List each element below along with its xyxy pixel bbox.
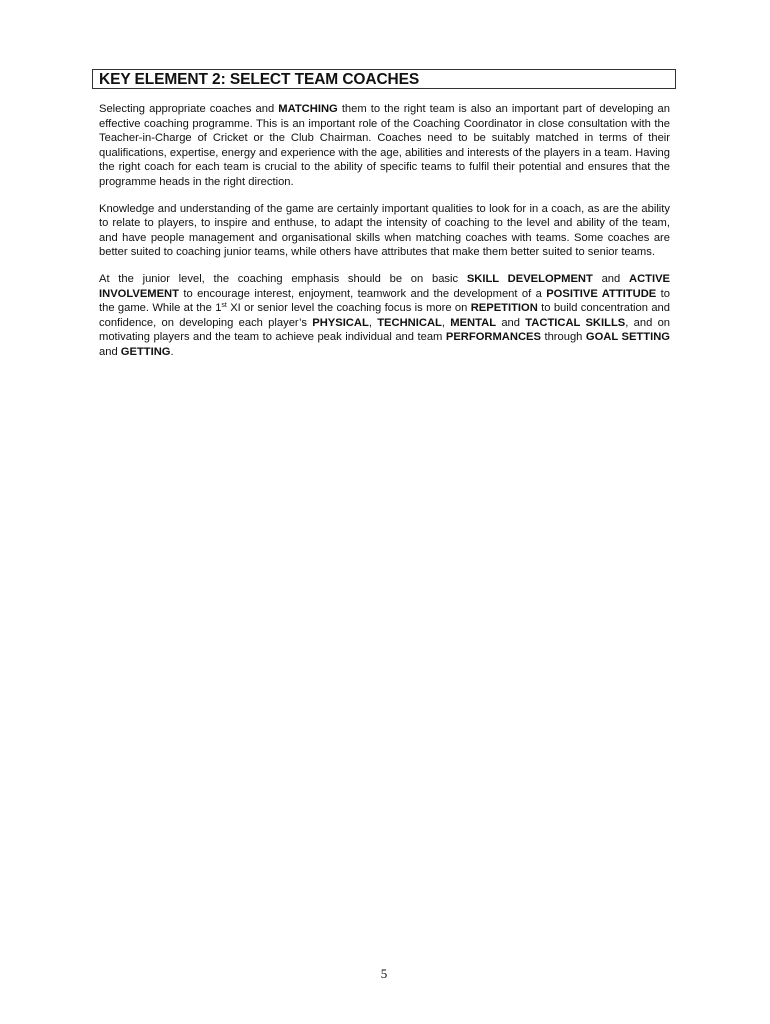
- bold-term: POSITIVE ATTITUDE: [546, 287, 657, 300]
- bold-term: MATCHING: [278, 103, 338, 115]
- body-text: [99, 102, 670, 372]
- section-heading: KEY ELEMENT 2: SELECT TEAM COACHES: [99, 71, 420, 88]
- ordinal-superscript: st: [221, 302, 227, 310]
- bold-term: PERFORMANCES: [445, 331, 541, 344]
- section-heading-box: [92, 69, 676, 89]
- bold-term: SKILL DEVELOPMENT: [466, 272, 593, 285]
- bold-term: GETTING: [120, 345, 171, 358]
- paragraph-coach-qualities: Knowledge and understanding of the game are certainly important qualities to look for in a coach, as are the ability to relate to players, to inspire and enthuse, to adapt the intensity of coaching to the level and ability of the team, and have people management and organisational skills when matching coaches with teams. Some coaches are better suited to coaching junior teams, while others have attributes that make them better suited to senior teams.: [99, 202, 670, 259]
- paragraph-select-coaches: Selecting appropriate coaches and MATCHING them to the right team is also an important part of developing an effective coaching programme. This is an important role of the Coaching Coordinator in close consultation with the Teacher-in-Charge of Cricket or the Club Chairman. Coaches need to be suitably matched in terms of their qualifications, expertise, energy and experience with the age, abilities and interests of the players in a team. Having the right coach for each team is crucial to the ability of specific teams to fulfil their potential and ensures that the programme heads in the right direction.: [99, 103, 670, 188]
- bold-term: ACTIVE INVOLVEMENT: [99, 272, 671, 300]
- bold-term: GOAL SETTING: [585, 331, 670, 344]
- bold-term: MENTAL: [450, 316, 497, 329]
- page-number: 5: [380, 966, 388, 981]
- bold-term: TACTICAL SKILLS: [525, 316, 626, 329]
- bold-term: TECHNICAL: [377, 316, 442, 329]
- paragraph-coaching-emphasis: At the junior level, the coaching emphasis should be on basic SKILL DEVELOPMENT and ACTIVE INVOLVEMENT to encourage interest, enjoyment, teamwork and the development of a POSITIVE ATTITUDE to the game. While at the 1st XI or senior level the coaching focus is more on REPETITION to build concentration and confidence, on developing each player’s PHYSICAL, TECHNICAL, MENTAL and TACTICAL SKILLS, and on motivating players and the team to achieve peak individual and team PERFORMANCES through GOAL SETTING and GETTING.: [99, 272, 671, 358]
- bold-term: REPETITION: [470, 302, 538, 315]
- bold-term: PHYSICAL: [312, 316, 369, 329]
